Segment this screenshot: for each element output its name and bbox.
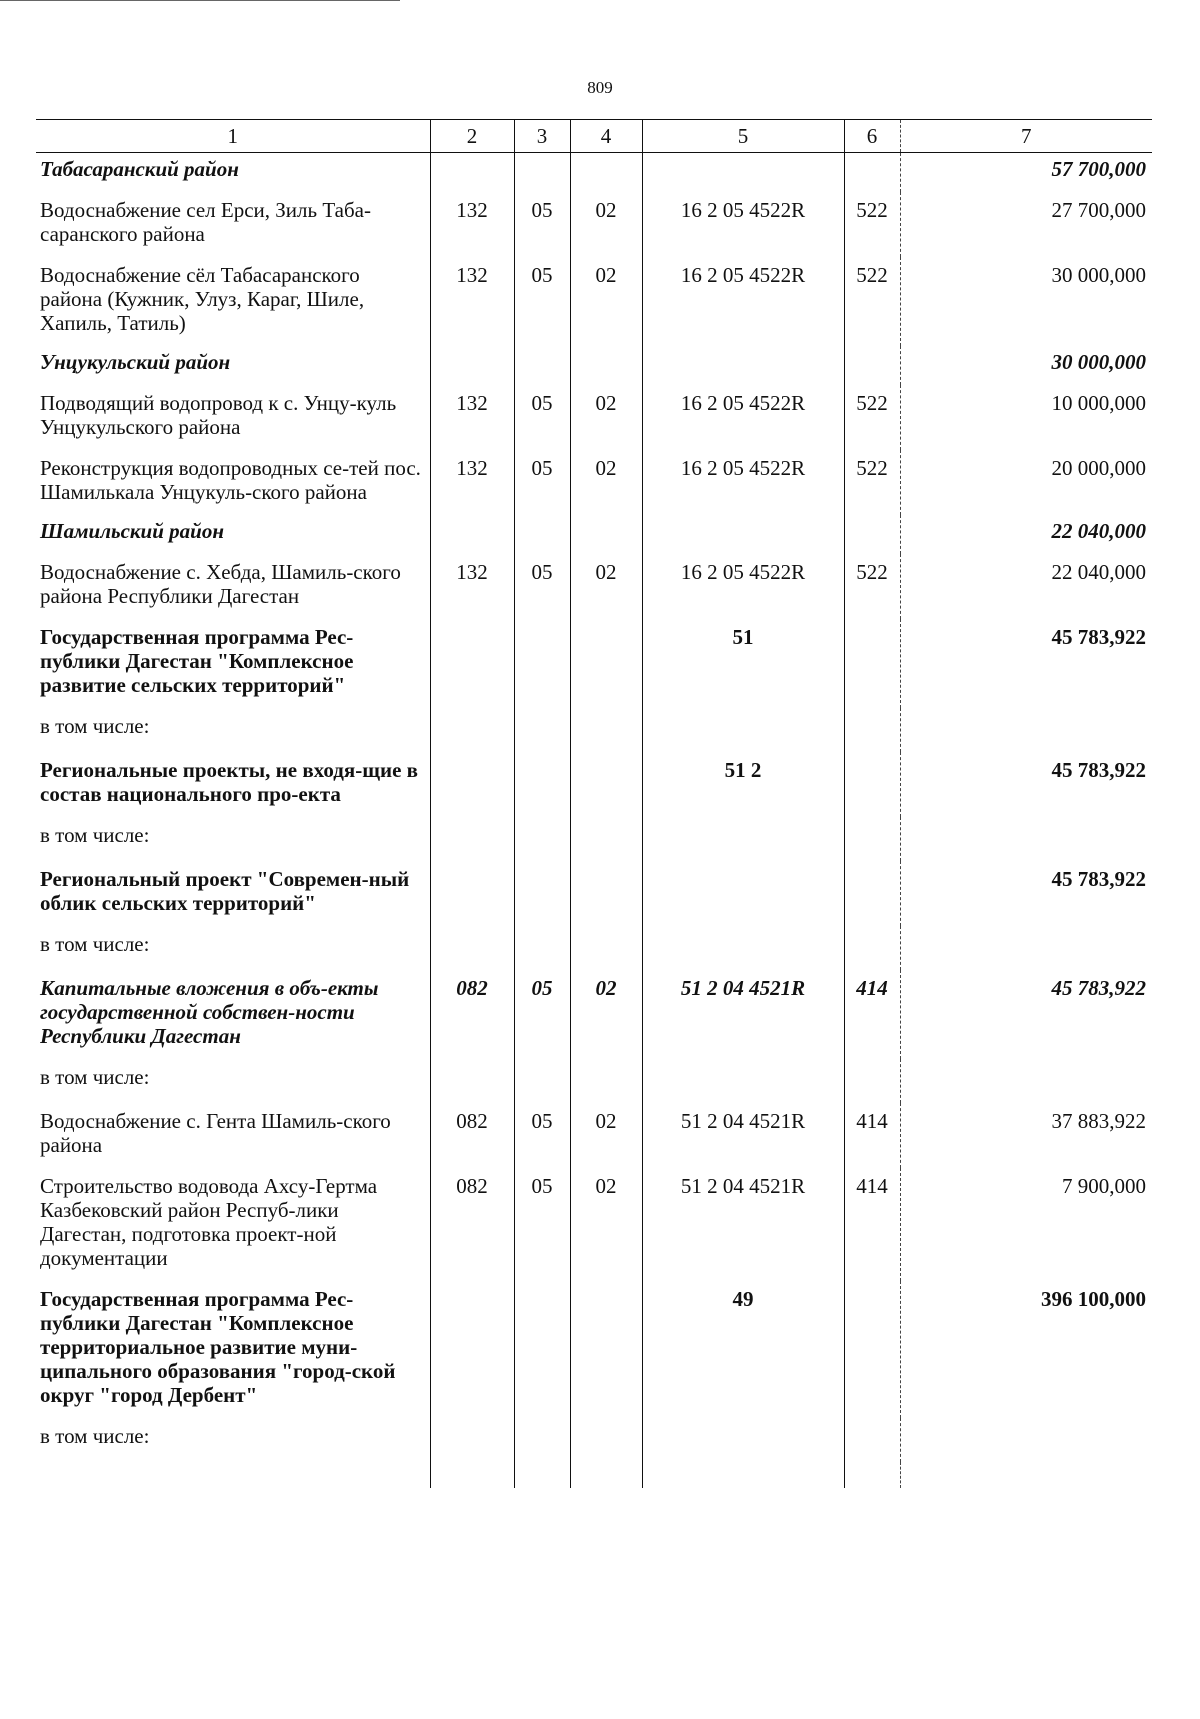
- row-amount: 27 700,000: [1051, 198, 1146, 222]
- row-ministry-code: [430, 861, 514, 926]
- row-section: 05: [514, 554, 570, 619]
- col-header-6: 6: [844, 120, 900, 153]
- row-expense-type: [844, 861, 900, 926]
- row-name: Реконструкция водопроводных се-тей пос. Шамилькала Унцукуль-ского района: [40, 456, 421, 504]
- table-row: [36, 257, 1152, 346]
- table-row: [36, 926, 1152, 970]
- row-amount: 396 100,000: [1041, 1287, 1146, 1311]
- row-target-article: 16 2 05 4522R: [642, 192, 844, 257]
- row-target-article: [642, 817, 844, 861]
- row-amount: 10 000,000: [1051, 391, 1146, 415]
- row-amount: 57 700,000: [1051, 157, 1146, 181]
- row-amount: [900, 708, 1152, 752]
- row-name: Водоснабжение сёл Табасаранского района (Кужник, Улуз, Караг, Шиле, Хапиль, Татиль): [40, 263, 365, 335]
- row-subsection: [570, 1281, 642, 1418]
- row-target-article: 51 2 04 4521R: [642, 970, 844, 1059]
- row-section: 05: [514, 970, 570, 1059]
- row-expense-type: 522: [844, 385, 900, 450]
- row-subsection: 02: [570, 1103, 642, 1168]
- row-target-article: [642, 346, 844, 385]
- row-amount: [900, 817, 1152, 861]
- row-expense-type: 414: [844, 1168, 900, 1281]
- table-row: [36, 450, 1152, 515]
- row-amount: [900, 926, 1152, 970]
- table-row: [36, 385, 1152, 450]
- row-name: Унцукульский район: [40, 350, 231, 374]
- row-subsection: [570, 926, 642, 970]
- row-expense-type: [844, 1059, 900, 1103]
- row-amount: 30 000,000: [1051, 263, 1146, 287]
- row-subsection: 02: [570, 450, 642, 515]
- row-section: 05: [514, 192, 570, 257]
- row-target-article: [642, 861, 844, 926]
- table-tail-cell: [900, 1462, 1152, 1488]
- top-rule: [0, 0, 400, 1]
- row-expense-type: 414: [844, 970, 900, 1059]
- table-tail-cell: [844, 1462, 900, 1488]
- table-tail-cell: [570, 1462, 642, 1488]
- row-target-article: [642, 153, 844, 193]
- row-section: [514, 153, 570, 193]
- row-target-article: 51 2 04 4521R: [642, 1103, 844, 1168]
- row-expense-type: [844, 817, 900, 861]
- row-subsection: [570, 515, 642, 554]
- row-name: Государственная программа Рес-публики Дагестан "Комплексное развитие сельских территорий": [40, 625, 354, 697]
- row-target-article: [642, 1418, 844, 1462]
- row-name: Региональный проект "Современ-ный облик сельских территорий": [40, 867, 410, 915]
- row-ministry-code: [430, 1418, 514, 1462]
- row-expense-type: 522: [844, 450, 900, 515]
- row-amount: 45 783,922: [1051, 625, 1146, 649]
- row-section: [514, 619, 570, 708]
- row-target-article: [642, 515, 844, 554]
- table-tail-cell: [642, 1462, 844, 1488]
- table-row: [36, 1059, 1152, 1103]
- table-row: [36, 515, 1152, 554]
- row-amount: 7 900,000: [1062, 1174, 1146, 1198]
- row-subsection: [570, 752, 642, 817]
- row-section: [514, 926, 570, 970]
- col-header-3: 3: [514, 120, 570, 153]
- row-section: [514, 1418, 570, 1462]
- table-row: [36, 1103, 1152, 1168]
- row-ministry-code: [430, 817, 514, 861]
- row-name: в том числе:: [40, 1424, 150, 1448]
- row-ministry-code: [430, 708, 514, 752]
- row-amount: 37 883,922: [1051, 1109, 1146, 1133]
- header-row: [36, 120, 1152, 153]
- row-amount: 22 040,000: [1051, 560, 1146, 584]
- row-name: Водоснабжение с. Гента Шамиль-ского района: [40, 1109, 391, 1157]
- row-ministry-code: 132: [430, 450, 514, 515]
- row-name: Водоснабжение с. Хебда, Шамиль-ского района Республики Дагестан: [40, 560, 401, 608]
- row-ministry-code: [430, 346, 514, 385]
- row-section: 05: [514, 1103, 570, 1168]
- budget-table: [36, 119, 1152, 1488]
- row-amount: 22 040,000: [1051, 519, 1146, 543]
- row-target-article: 51: [642, 619, 844, 708]
- row-name: в том числе:: [40, 823, 150, 847]
- row-ministry-code: 132: [430, 554, 514, 619]
- row-name: Водоснабжение сел Ерси, Зиль Таба-саранского района: [40, 198, 371, 246]
- row-target-article: [642, 708, 844, 752]
- table-tail-cell: [430, 1462, 514, 1488]
- row-subsection: 02: [570, 554, 642, 619]
- row-ministry-code: 082: [430, 970, 514, 1059]
- page-number: 809: [587, 78, 613, 97]
- row-ministry-code: 082: [430, 1168, 514, 1281]
- row-target-article: 49: [642, 1281, 844, 1418]
- row-section: [514, 515, 570, 554]
- row-subsection: 02: [570, 192, 642, 257]
- row-target-article: [642, 926, 844, 970]
- row-expense-type: [844, 515, 900, 554]
- row-expense-type: [844, 926, 900, 970]
- row-ministry-code: [430, 515, 514, 554]
- row-expense-type: [844, 1281, 900, 1418]
- row-subsection: [570, 346, 642, 385]
- row-ministry-code: 132: [430, 257, 514, 346]
- row-subsection: 02: [570, 257, 642, 346]
- row-section: [514, 861, 570, 926]
- row-amount: 45 783,922: [1051, 976, 1146, 1000]
- row-target-article: 51 2: [642, 752, 844, 817]
- row-target-article: 16 2 05 4522R: [642, 450, 844, 515]
- row-expense-type: [844, 708, 900, 752]
- table-row: [36, 153, 1152, 193]
- row-subsection: [570, 1418, 642, 1462]
- row-name: в том числе:: [40, 714, 150, 738]
- row-name: Капитальные вложения в объ-екты государственной собствен-ности Республики Дагестан: [40, 976, 379, 1048]
- table-row: [36, 752, 1152, 817]
- table-row: [36, 708, 1152, 752]
- row-expense-type: 414: [844, 1103, 900, 1168]
- table-row: [36, 554, 1152, 619]
- row-target-article: 16 2 05 4522R: [642, 554, 844, 619]
- row-subsection: [570, 861, 642, 926]
- row-expense-type: 522: [844, 257, 900, 346]
- row-section: [514, 1059, 570, 1103]
- table-row: [36, 1418, 1152, 1462]
- row-name: Табасаранский район: [40, 157, 239, 181]
- row-target-article: [642, 1059, 844, 1103]
- row-ministry-code: [430, 1281, 514, 1418]
- row-subsection: [570, 1059, 642, 1103]
- row-section: [514, 752, 570, 817]
- row-expense-type: [844, 1418, 900, 1462]
- row-ministry-code: [430, 1059, 514, 1103]
- row-expense-type: [844, 346, 900, 385]
- col-header-2: 2: [430, 120, 514, 153]
- row-expense-type: [844, 752, 900, 817]
- row-ministry-code: [430, 926, 514, 970]
- row-amount: 30 000,000: [1051, 350, 1146, 374]
- row-expense-type: [844, 153, 900, 193]
- row-target-article: 16 2 05 4522R: [642, 385, 844, 450]
- row-section: [514, 1281, 570, 1418]
- row-section: [514, 708, 570, 752]
- row-expense-type: 522: [844, 554, 900, 619]
- col-header-1: 1: [36, 120, 430, 153]
- row-name: Шамильский район: [40, 519, 224, 543]
- table-tail-cell: [36, 1462, 430, 1488]
- row-amount: [900, 1418, 1152, 1462]
- table-row: [36, 1168, 1152, 1281]
- row-name: в том числе:: [40, 932, 150, 956]
- row-section: 05: [514, 385, 570, 450]
- row-ministry-code: [430, 619, 514, 708]
- table-body: [36, 153, 1152, 1489]
- row-section: 05: [514, 257, 570, 346]
- row-ministry-code: [430, 752, 514, 817]
- col-header-7: 7: [900, 120, 1152, 153]
- table-row: [36, 1281, 1152, 1418]
- table-row: [36, 970, 1152, 1059]
- row-amount: 20 000,000: [1051, 456, 1146, 480]
- row-name: Подводящий водопровод к с. Унцу-куль Унцукульского района: [40, 391, 397, 439]
- row-ministry-code: 082: [430, 1103, 514, 1168]
- table-row: [36, 192, 1152, 257]
- row-subsection: 02: [570, 1168, 642, 1281]
- row-subsection: [570, 153, 642, 193]
- row-section: [514, 346, 570, 385]
- row-section: 05: [514, 1168, 570, 1281]
- table-row: [36, 619, 1152, 708]
- row-ministry-code: 132: [430, 385, 514, 450]
- row-subsection: [570, 619, 642, 708]
- row-subsection: [570, 817, 642, 861]
- row-target-article: 16 2 05 4522R: [642, 257, 844, 346]
- row-name: Строительство водовода Ахсу-Гертма Казбековский район Респуб-лики Дагестан, подготовка проект-ной документации: [40, 1174, 378, 1270]
- row-subsection: 02: [570, 970, 642, 1059]
- row-name: Государственная программа Рес-публики Дагестан "Комплексное территориальное развитие муни-ципального образования "город-ской округ "город Дербент": [40, 1287, 396, 1407]
- table-row: [36, 817, 1152, 861]
- row-expense-type: [844, 619, 900, 708]
- table-tail-cell: [514, 1462, 570, 1488]
- row-amount: 45 783,922: [1051, 867, 1146, 891]
- col-header-5: 5: [642, 120, 844, 153]
- row-amount: 45 783,922: [1051, 758, 1146, 782]
- row-amount: [900, 1059, 1152, 1103]
- row-subsection: [570, 708, 642, 752]
- row-target-article: 51 2 04 4521R: [642, 1168, 844, 1281]
- row-subsection: 02: [570, 385, 642, 450]
- row-ministry-code: 132: [430, 192, 514, 257]
- row-section: 05: [514, 450, 570, 515]
- table-row: [36, 861, 1152, 926]
- table-tail-row: [36, 1462, 1152, 1488]
- row-ministry-code: [430, 153, 514, 193]
- row-expense-type: 522: [844, 192, 900, 257]
- row-name: Региональные проекты, не входя-щие в состав национального про-екта: [40, 758, 418, 806]
- row-name: в том числе:: [40, 1065, 150, 1089]
- row-section: [514, 817, 570, 861]
- col-header-4: 4: [570, 120, 642, 153]
- table-row: [36, 346, 1152, 385]
